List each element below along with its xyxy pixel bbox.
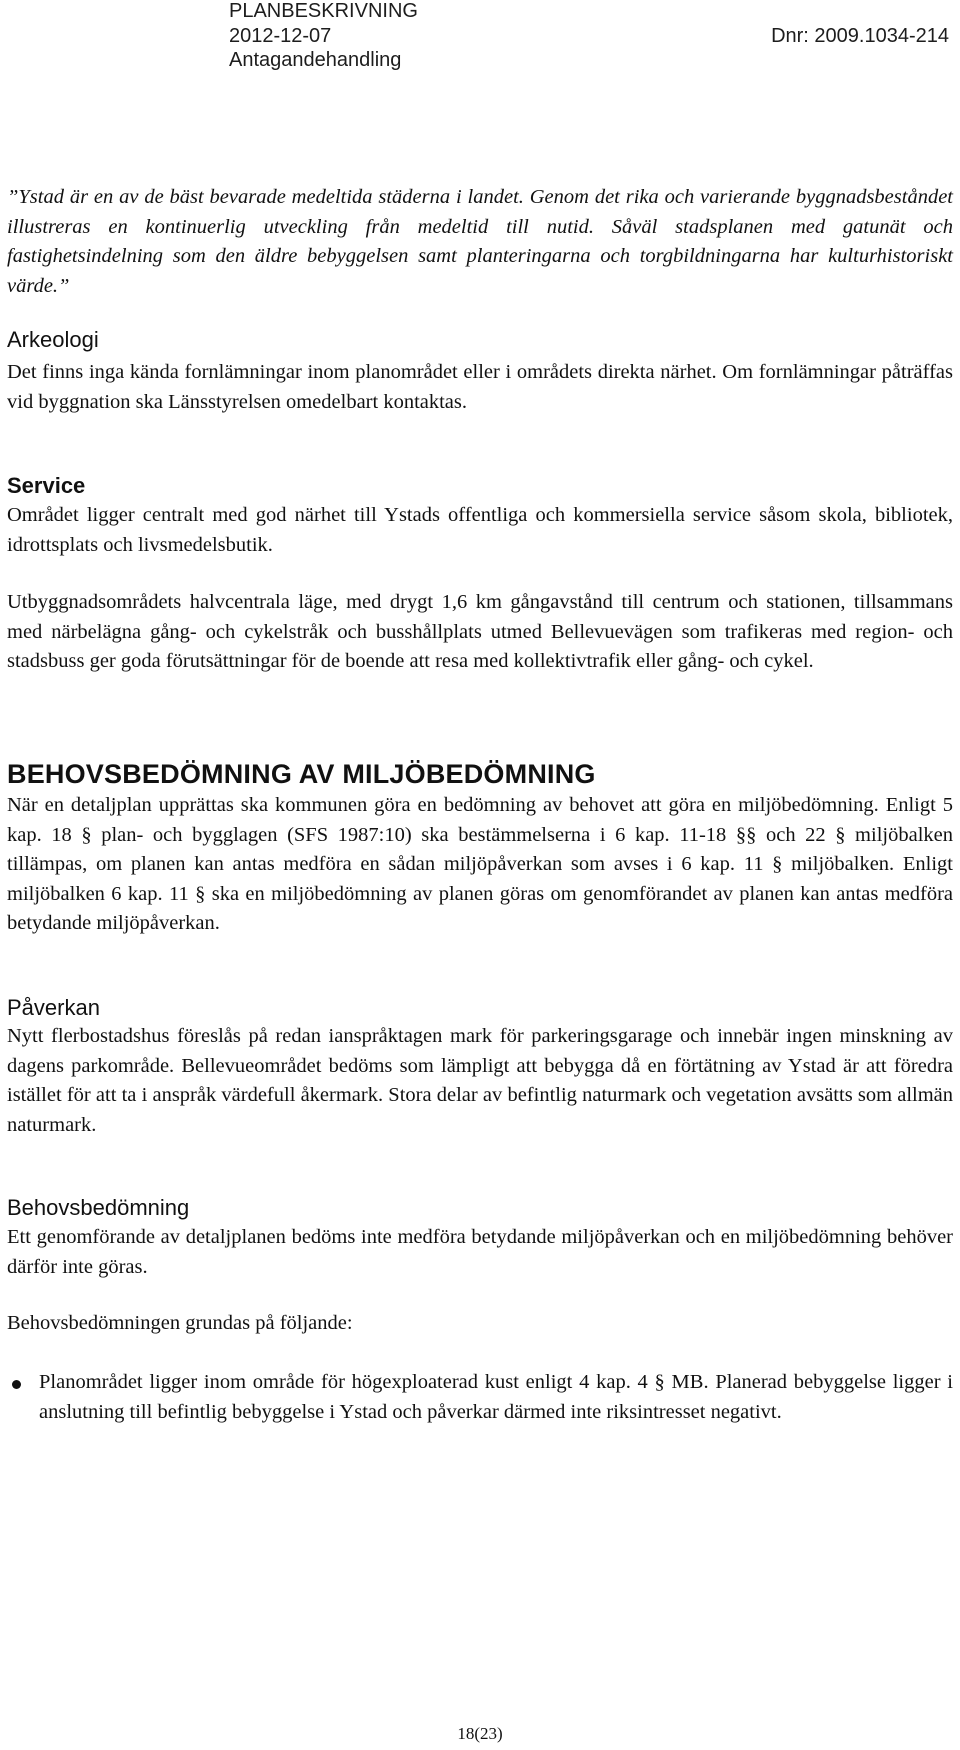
paragraph: Nytt flerbostadshus föreslås på redan ianspråktagen mark för parkeringsgarage och innebär ingen minskning av dagens parkområde. Bellevueområdet bedöms som lämpligt att bebygga då en förtätning av Ystad är att föredra istället för att ta i anspråk värdefull åkermark. Stora delar av befintlig naturmark och vegetation avsätts som allmän naturmark. [7,1025,953,1136]
paragraph: Området ligger centralt med god närhet till Ystads offentliga och kommersiella service såsom skola, bibliotek, idrottsplats och livsmedelsbutik. [7,504,953,556]
page-number: 18(23) [457,1724,503,1743]
bullet-icon [12,1380,21,1389]
section-heading: Service [7,473,86,498]
paragraph: När en detaljplan upprättas ska kommunen göra en bedömning av behovet att göra en miljöbedömning. Enligt 5 kap. 18 § plan- och bygglagen (SFS 1987:10) ska bestämmelserna i 6 kap. 11-18 §§ och 22 § miljöbalken tillämpas, om planen kan antas medföra en sådan miljöpåverkan som avses i 6 kap. 11 § miljöbalken. Enligt miljöbalken 6 kap. 11 § ska en miljöbedömning av planen göras om genomförandet av planen kan antas medföra betydande miljöpåverkan. [7,794,953,934]
utbyggnad-body [7,588,953,677]
quote-block [7,183,953,301]
paragraph: Behovsbedömningen grundas på följande: [7,1312,353,1334]
main-heading: BEHOVSBEDÖMNING AV MILJÖBEDÖMNING [7,759,596,789]
paragraph: Ett genomförande av detaljplanen bedöms inte medföra betydande miljöpåverkan och en miljöbedömning behöver därför inte göras. [7,1226,953,1278]
section-heading: Påverkan [7,995,100,1020]
section-heading: Arkeologi [7,327,99,352]
document-date: 2012-12-07 [229,25,332,47]
behovsbedomning-body [7,1223,953,1282]
service-body [7,501,953,560]
list-item-text: Planområdet ligger inom område för högexploaterad kust enligt 4 kap. 4 § MB. Planerad bebyggelse ligger i anslutning till befintlig bebyggelse i Ystad och påverkar därmed inte riksintresset negativt. [39,1371,953,1423]
section-arkeologi [7,327,953,353]
paverkan-body [7,1022,953,1140]
section-paverkan [7,995,953,1021]
grunder-intro [7,1309,953,1339]
document-title: PLANBESKRIVNING [229,0,418,22]
section-behovsbedomning-miljo [7,758,953,790]
section-heading: Behovsbedömning [7,1195,190,1220]
behov-main-body [7,791,953,939]
arkeologi-body [7,358,953,417]
section-behovsbedomning [7,1195,953,1221]
paragraph: Utbyggnadsområdets halvcentrala läge, med drygt 1,6 km gångavstånd till centrum och stationen, tillsammans med närbelägna gång- och cykelstråk och busshållplats utmed Bellevuevägen som trafikeras med region- och stadsbuss ger goda förutsättningar för de boende att resa med kollektivtrafik eller gång- och cykel. [7,591,953,672]
quote-text: ”Ystad är en av de bäst bevarade medeltida städerna i landet. Genom det rika och varierande byggnadsbeståndet illustreras en kontinuerlig utveckling från medeltid till nutid. Såväl stadsplanen med gatunät och fastighetsindelning som den äldre bebyggelsen samt planteringarna och torgbildningarna har kulturhistoriskt värde.” [7,186,953,297]
document-dnr: Dnr: 2009.1034-214 [771,25,949,47]
section-service [7,473,953,499]
paragraph: Det finns inga kända fornlämningar inom planområdet eller i områdets direkta närhet. Om fornlämningar påträffas vid byggnation ska Länsstyrelsen omedelbart kontaktas. [7,361,953,413]
document-status: Antagandehandling [229,49,402,71]
